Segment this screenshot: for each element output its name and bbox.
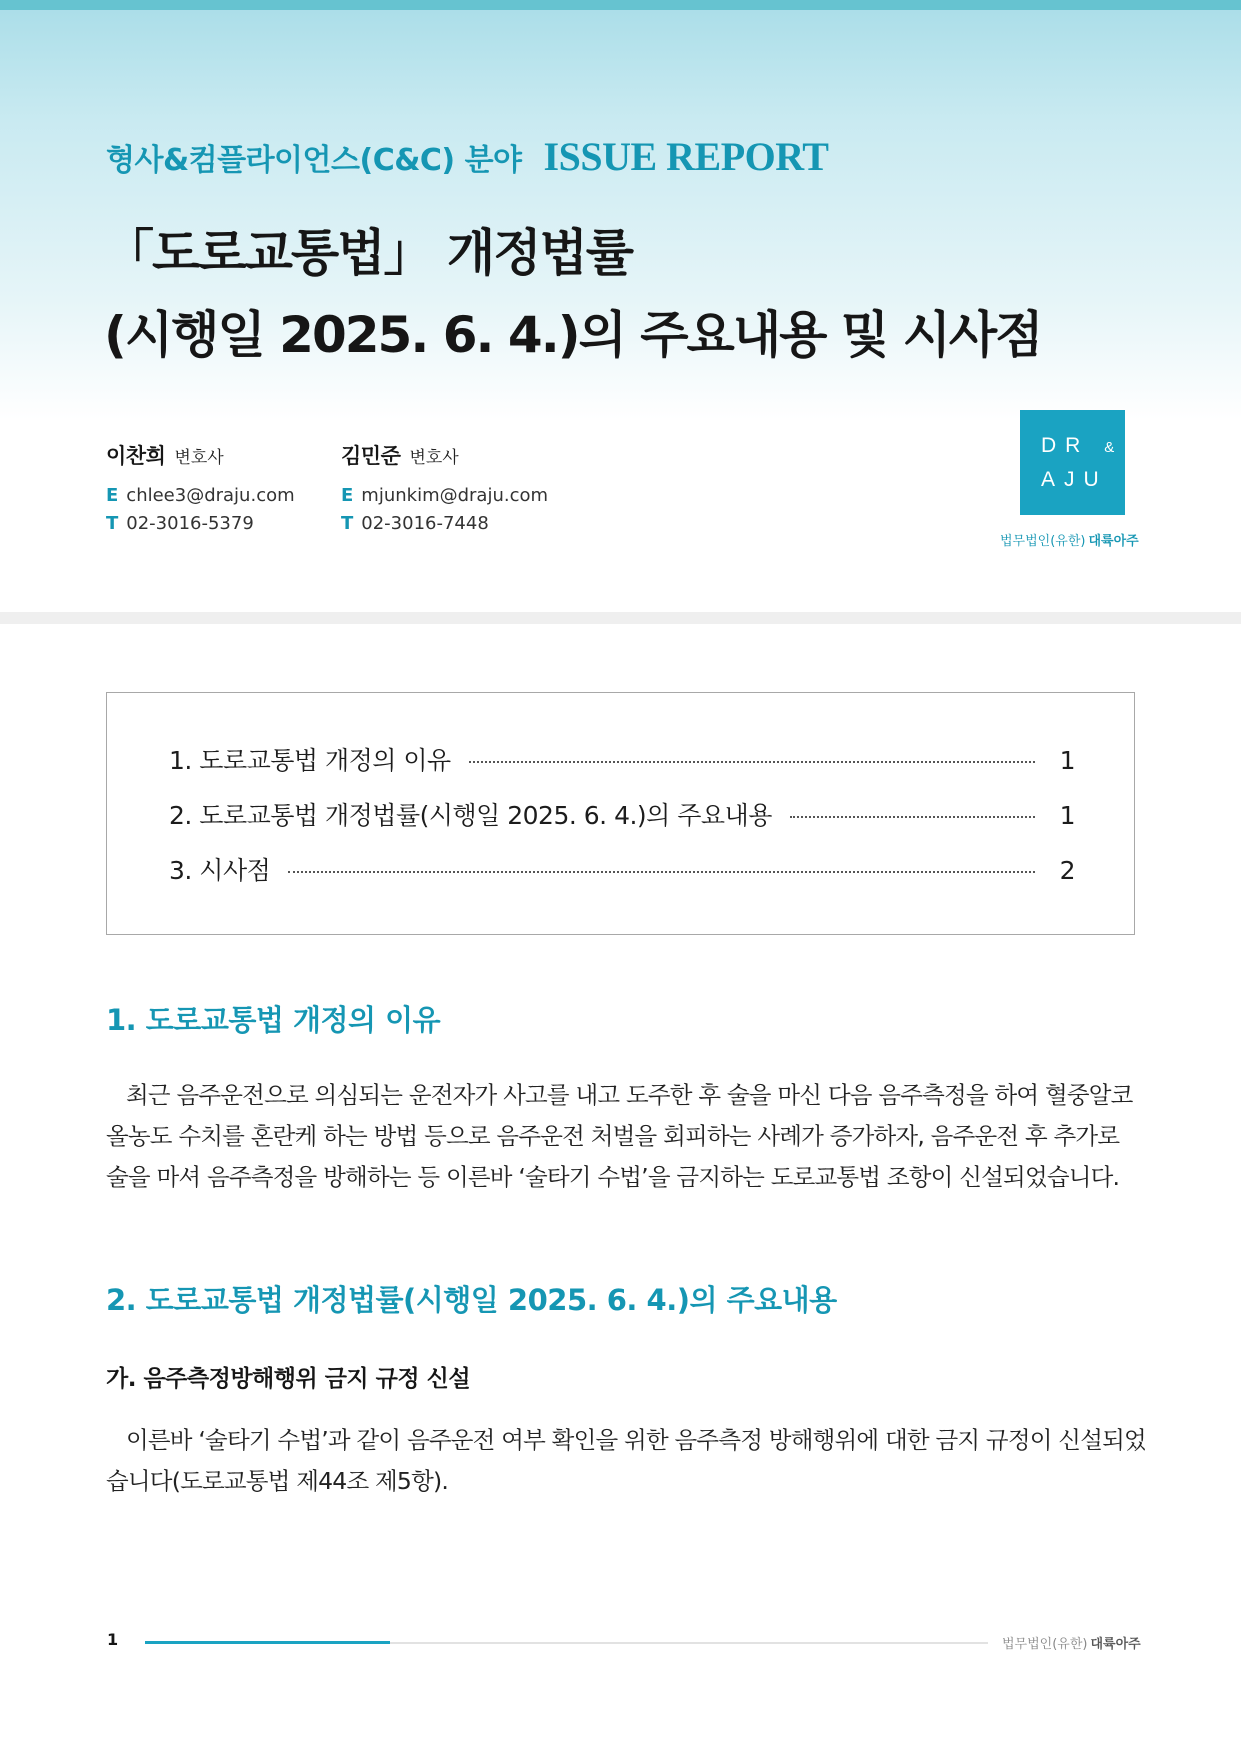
logo-row-2: AJU	[1041, 468, 1108, 491]
author-role: 변호사	[409, 448, 459, 468]
email-label: E	[106, 485, 119, 506]
phone-number: 02-3016-5379	[126, 513, 254, 534]
toc-leader-dots	[790, 816, 1035, 818]
toc-item[interactable]	[169, 796, 1075, 832]
firm-logo	[1020, 410, 1125, 515]
section-2-heading: 2. 도로교통법 개정법률(시행일 2025. 6. 4.)의 주요내용	[106, 1283, 837, 1317]
section-2-subheading: 가. 음주측정방해행위 금지 규정 신설	[106, 1366, 471, 1392]
firm-name-bold: 대륙아주	[1088, 534, 1139, 549]
section-1-heading: 1. 도로교통법 개정의 이유	[106, 1003, 441, 1037]
header-divider	[0, 612, 1241, 624]
author-role: 변호사	[174, 448, 224, 468]
firm-name	[1000, 530, 1139, 549]
author-name: 김민준	[341, 444, 401, 468]
toc-page-number: 1	[1059, 746, 1075, 775]
section-2-paragraph	[106, 1420, 1146, 1502]
footer-page-number: 1	[107, 1630, 119, 1649]
footer-firm-name	[1002, 1633, 1141, 1652]
paragraph-line: 술을 마셔 음주측정을 방해하는 등 이른바 ‘술타기 수법’을 금지하는 도로교통법 조항이 신설되었습니다.	[106, 1163, 1120, 1191]
toc-item-label: 3. 시사점	[169, 856, 271, 885]
phone-label: T	[106, 513, 119, 534]
logo-row-1: DR &	[1041, 434, 1115, 457]
paragraph-line: 이른바 ‘술타기 수법’과 같이 음주운전 여부 확인을 위한 음주측정 방해행위에 대한 금지 규정이 신설되었	[106, 1426, 1146, 1454]
author-block	[341, 440, 548, 538]
footer-rule-accent	[145, 1641, 390, 1644]
report-type: ISSUE REPORT	[543, 134, 829, 179]
toc-leader-dots	[469, 761, 1035, 763]
firm-prefix: 법무법인(유한)	[1000, 534, 1086, 549]
author-email	[106, 482, 295, 510]
toc-leader-dots	[288, 871, 1035, 873]
email-label: E	[341, 485, 354, 506]
section-1-paragraph	[106, 1075, 1136, 1198]
author-block	[106, 440, 295, 538]
practice-area: 형사&컴플라이언스(C&C) 분야	[106, 143, 522, 178]
paragraph-line: 최근 음주운전으로 의심되는 운전자가 사고를 내고 도주한 후 술을 마신 다음 음주측정을 하여 혈중알코	[106, 1081, 1133, 1109]
footer-firm-prefix: 법무법인(유한)	[1002, 1637, 1088, 1652]
report-title	[104, 212, 1041, 376]
author-email	[341, 482, 548, 510]
title-line-2: (시행일 2025. 6. 4.)의 주요내용 및 시사점	[104, 306, 1042, 364]
author-phone	[341, 510, 548, 538]
toc-page-number: 2	[1059, 856, 1075, 885]
report-kicker	[106, 133, 828, 180]
phone-number: 02-3016-7448	[361, 513, 489, 534]
toc-item[interactable]	[169, 741, 1075, 777]
author-phone	[106, 510, 295, 538]
email-link[interactable]: mjunkim@draju.com	[361, 485, 549, 506]
title-line-1: 「도로교통법」 개정법률	[104, 224, 633, 282]
paragraph-line: 습니다(도로교통법 제44조 제5항).	[106, 1467, 449, 1495]
toc-item-label: 1. 도로교통법 개정의 이유	[169, 746, 451, 775]
toc-item-label: 2. 도로교통법 개정법률(시행일 2025. 6. 4.)의 주요내용	[169, 801, 772, 830]
author-name: 이찬희	[106, 444, 166, 468]
toc-item[interactable]	[169, 851, 1075, 887]
phone-label: T	[341, 513, 354, 534]
footer-firm-bold: 대륙아주	[1090, 1637, 1141, 1652]
top-strip	[0, 0, 1241, 10]
paragraph-line: 올농도 수치를 혼란케 하는 방법 등으로 음주운전 처벌을 회피하는 사례가 증가하자, 음주운전 후 추가로	[106, 1122, 1120, 1150]
table-of-contents	[106, 692, 1135, 935]
email-link[interactable]: chlee3@draju.com	[126, 485, 295, 506]
toc-page-number: 1	[1059, 801, 1075, 830]
